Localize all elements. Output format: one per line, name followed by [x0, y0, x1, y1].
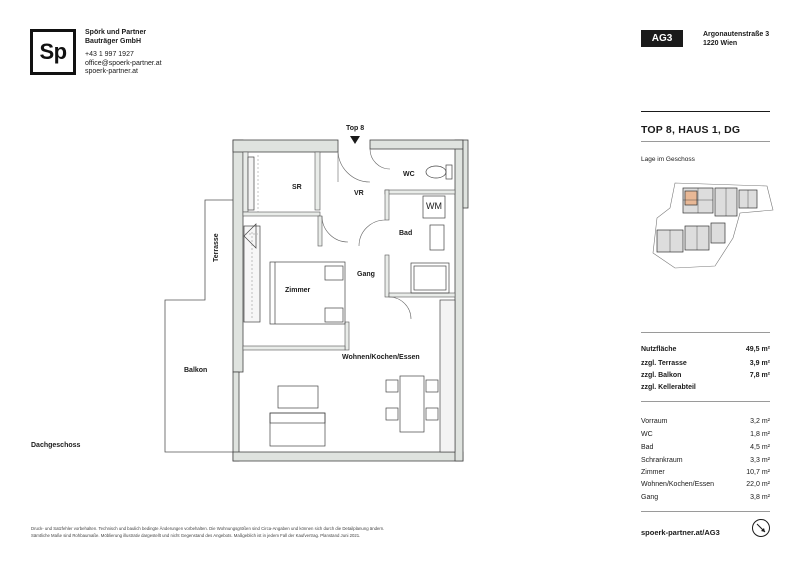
entrance-arrow-icon — [350, 136, 360, 144]
area-row: Schrankraum 3,3 m² — [641, 457, 770, 464]
company-name-1: Spörk und Partner — [85, 29, 147, 36]
area-row: Bad 4,5 m² — [641, 444, 770, 451]
room-label-wc: WC — [403, 171, 415, 178]
outdoor-outline — [165, 200, 240, 452]
room-label-zimmer: Zimmer — [285, 287, 311, 294]
website-link[interactable]: spoerk-partner.at/AG3 — [641, 528, 720, 537]
area-row: Zimmer 10,7 m² — [641, 469, 770, 476]
north-arrow-icon — [752, 519, 770, 537]
company-web[interactable]: spoerk-partner.at — [85, 68, 138, 75]
outer-walls — [233, 140, 468, 461]
company-email[interactable]: office@spoerk-partner.at — [85, 59, 162, 67]
furniture — [244, 157, 455, 452]
area-row: zzgl. Kellerabteil — [641, 384, 696, 391]
area-row: Gang 3,8 m² — [641, 494, 770, 501]
room-label-wm: WM — [426, 201, 442, 211]
address-street: Argonautenstraße 3 — [703, 31, 770, 38]
project-badge: AG3 — [641, 30, 683, 47]
company-name-2: Bauträger GmbH — [85, 37, 142, 45]
unit-title: TOP 8, HAUS 1, DG — [641, 124, 741, 136]
area-row: zzgl. Terrasse 3,9 m² — [641, 360, 770, 367]
disclaimer — [31, 526, 451, 539]
area-row: Nutzfläche 49,5 m² — [641, 346, 770, 353]
area-row: Wohnen/Kochen/Essen 22,0 m² — [641, 481, 770, 488]
room-label-vr: VR — [354, 190, 364, 197]
address-city: 1220 Wien — [703, 40, 738, 47]
logo-text: Sp — [39, 39, 67, 64]
area-row: Vorraum 3,2 m² — [641, 418, 770, 425]
room-label-terrasse: Terrasse — [213, 233, 220, 262]
room-label-wohnen: Wohnen/Kochen/Essen — [342, 354, 420, 361]
company-phone: +43 1 997 1927 — [85, 51, 134, 58]
disclaimer-line-2: Sämtliche Maße sind Rohbaumaße. Möblierung illustrativ dargestellt und nicht Gegenstand des Angebots. Maßgeblich ist in jedem Fall der Kaufvertrag. Planstand Juni 2021. — [31, 532, 361, 538]
disclaimer-line-1: Druck- und Satzfehler vorbehalten. Technisch und baulich bedingte Änderungen vorbehalten. Die Wohnungsgrößen sind Circa-Angaben und können sich durch die Detailplanung ändern. — [31, 526, 385, 531]
room-label-balkon: Balkon — [184, 367, 208, 374]
area-row: WC 1,8 m² — [641, 431, 770, 438]
area-row: zzgl. Balkon 7,8 m² — [641, 372, 770, 379]
entrance-label: Top 8 — [346, 125, 365, 132]
floor-label: Dachgeschoss — [31, 442, 81, 449]
location-label: Lage im Geschoss — [641, 156, 695, 163]
room-label-gang: Gang — [357, 271, 375, 278]
room-label-bad: Bad — [399, 230, 413, 237]
room-label-sr: SR — [292, 184, 302, 191]
